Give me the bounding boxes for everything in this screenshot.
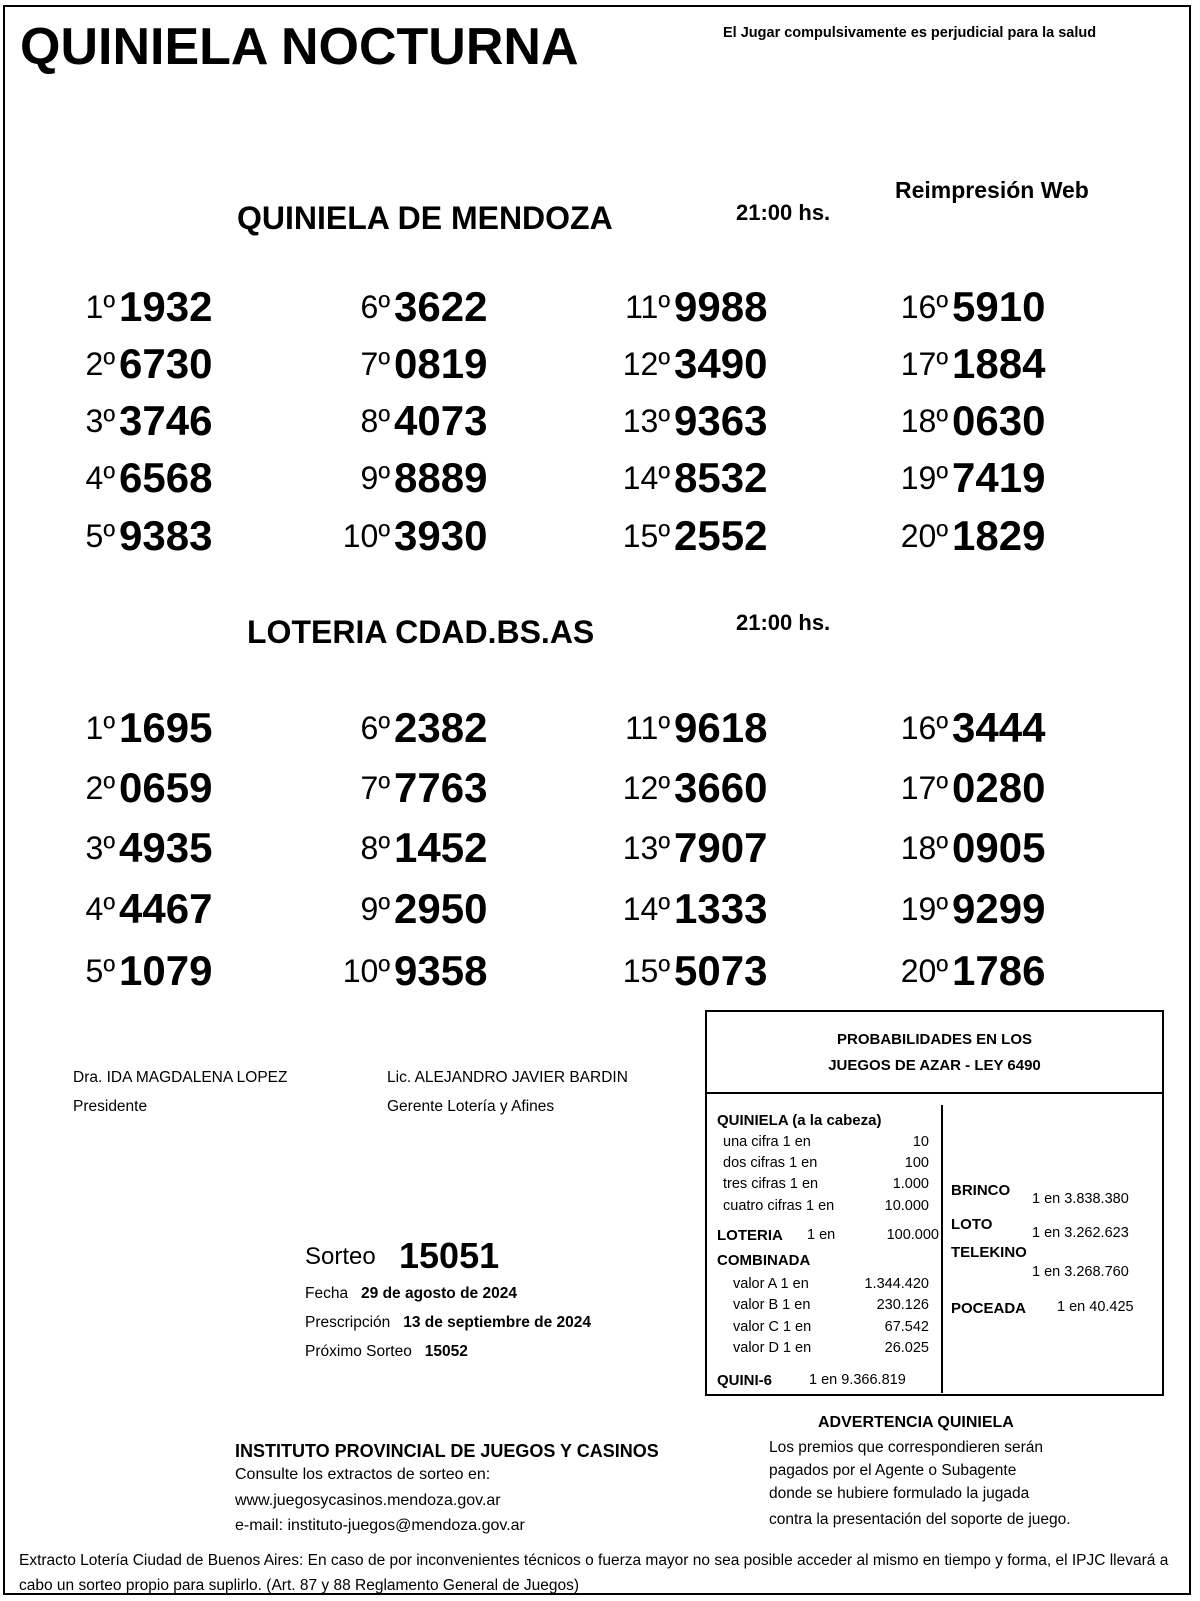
probabilities-heading [707,1012,1162,1094]
sorteo-label: Sorteo [305,1243,376,1270]
result-number: 1333 [674,885,768,932]
result-number: 7419 [952,454,1046,501]
result-item [870,947,1090,997]
poceada-prob-label: POCEADA [951,1300,1027,1317]
result-item [312,283,532,333]
result-number: 9618 [674,704,768,751]
result-position: 18º [900,830,948,866]
result-position: 9º [360,891,390,927]
result-position: 14º [622,460,670,496]
prob-row-value: 10 [912,1134,929,1150]
result-number: 1932 [119,283,213,330]
result-number: 1786 [952,947,1046,994]
proximo-row [305,1343,468,1361]
result-item [312,512,532,562]
result-position: 11º [625,710,670,746]
brinco-prob-value: 1 en 3.838.380 [1032,1191,1129,1207]
result-number: 3660 [674,764,768,811]
result-position: 1º [85,710,115,746]
section-title-loteria: LOTERIA CDAD.BS.AS [247,614,595,650]
result-item [37,512,257,562]
result-number: 0630 [952,397,1046,444]
advertencia-line: Los premios que correspondieren serán [769,1439,1043,1456]
result-number: 3622 [394,283,488,330]
result-position: 12º [622,770,670,806]
result-number: 1884 [952,340,1046,387]
result-number: 2382 [394,704,488,751]
result-number: 6730 [119,340,213,387]
probabilities-box [705,1010,1164,1396]
result-position: 5º [85,518,115,554]
result-position: 15º [622,518,670,554]
result-position: 6º [360,289,390,325]
poceada-prob-value: 1 en 40.425 [1057,1299,1134,1315]
result-item [870,512,1090,562]
prob-row-value: 1.344.420 [864,1276,929,1292]
result-position: 19º [900,891,948,927]
probabilities-heading-line2: JUEGOS DE AZAR - LEY 6490 [828,1057,1041,1074]
institute-title: INSTITUTO PROVINCIAL DE JUEGOS Y CASINOS [235,1441,659,1461]
result-item [37,885,257,935]
result-number: 3490 [674,340,768,387]
result-position: 10º [342,953,390,989]
fecha-row [305,1285,517,1303]
result-position: 9º [360,460,390,496]
result-item [592,704,812,754]
result-number: 5910 [952,283,1046,330]
prob-row-value: 67.542 [884,1319,929,1335]
prob-row-value: 100 [904,1155,929,1171]
result-number: 8532 [674,454,768,501]
result-position: 2º [85,770,115,806]
result-item [37,340,257,390]
signature-right-name: Lic. ALEJANDRO JAVIER BARDIN [387,1069,628,1086]
result-item [37,704,257,754]
sorteo-number: 15051 [399,1235,500,1276]
institute-email[interactable]: e-mail: instituto-juegos@mendoza.gov.ar [235,1517,525,1534]
result-item [592,454,812,504]
loteria-prob-mid: 1 en [807,1227,836,1243]
result-position: 14º [622,891,670,927]
result-item [312,764,532,814]
page-title: QUINIELA NOCTURNA [20,18,579,76]
advertencia-line: donde se hubiere formulado la jugada [769,1485,1030,1502]
result-number: 4073 [394,397,488,444]
result-number: 6568 [119,454,213,501]
result-number: 9363 [674,397,768,444]
result-item [870,397,1090,447]
signature-right-role: Gerente Lotería y Afines [387,1098,555,1115]
section-time-loteria: 21:00 hs. [736,610,831,635]
result-position: 16º [900,289,948,325]
result-number: 2950 [394,885,488,932]
result-position: 8º [360,830,390,866]
prob-row-label: dos cifras 1 en [723,1155,818,1171]
result-item [870,764,1090,814]
loteria-prob-value: 100.000 [886,1227,939,1243]
section-title-mendoza: QUINIELA DE MENDOZA [237,200,613,236]
result-number: 4467 [119,885,213,932]
combinada-prob-title: COMBINADA [717,1252,811,1269]
result-item [592,885,812,935]
probabilities-divider [941,1105,943,1393]
result-item [870,454,1090,504]
result-number: 9358 [394,947,488,994]
result-number: 1829 [952,512,1046,559]
result-number: 1079 [119,947,213,994]
result-position: 18º [900,403,948,439]
institute-website[interactable]: www.juegosycasinos.mendoza.gov.ar [235,1492,501,1509]
fecha-value: 29 de agosto de 2024 [361,1285,517,1302]
result-item [592,397,812,447]
result-item [592,340,812,390]
result-item [592,283,812,333]
result-number: 9988 [674,283,768,330]
signature-left-role: Presidente [73,1098,148,1115]
signature-left-name: Dra. IDA MAGDALENA LOPEZ [73,1069,288,1086]
prob-row-value: 230.126 [876,1297,929,1313]
brinco-prob-label: BRINCO [951,1182,1011,1199]
result-item [37,283,257,333]
result-position: 4º [85,891,115,927]
result-position: 12º [622,346,670,382]
result-item [312,704,532,754]
result-position: 13º [622,830,670,866]
result-item [870,824,1090,874]
result-number: 3930 [394,512,488,559]
result-item [870,704,1090,754]
result-number: 1695 [119,704,213,751]
institute-line1: Consulte los extractos de sorteo en: [235,1466,491,1483]
loto-prob-label: LOTO [951,1216,993,1233]
loto-prob-value: 1 en 3.262.623 [1032,1225,1129,1241]
result-item [870,283,1090,333]
result-item [312,340,532,390]
result-number: 0819 [394,340,488,387]
result-position: 16º [900,710,948,746]
result-number: 8889 [394,454,488,501]
result-number: 0659 [119,764,213,811]
footer-note: Extracto Lotería Ciudad de Buenos Aires: En caso de por inconvenientes técnicos o fuerza mayor no sea posible acceder al mismo en tiempo y forma, el IPJC llevará a cabo un sorteo propio para suplirlo. (Art. 87 y 88 Reglamento General de Juegos) [19,1552,1169,1594]
result-item [312,947,532,997]
prob-row-label: una cifra 1 en [723,1134,811,1150]
result-number: 3746 [119,397,213,444]
result-item [37,824,257,874]
proximo-label: Próximo Sorteo [305,1343,412,1360]
reprint-label: Reimpresión Web [895,177,1089,203]
quini6-prob-label: QUINI-6 [717,1372,773,1389]
result-position: 13º [622,403,670,439]
result-item [312,824,532,874]
result-item [37,947,257,997]
result-item [592,824,812,874]
prob-row-label: valor B 1 en [733,1297,811,1313]
prescripcion-label: Prescripción [305,1314,391,1331]
results-sheet [3,5,1191,1595]
prob-row-label: cuatro cifras 1 en [723,1198,835,1214]
result-position: 20º [900,953,948,989]
result-item [37,454,257,504]
telekino-prob-value: 1 en 3.268.760 [1032,1264,1129,1280]
result-item [37,397,257,447]
result-number: 3444 [952,704,1046,751]
result-position: 6º [360,710,390,746]
result-item [592,512,812,562]
result-position: 7º [360,770,390,806]
result-item [312,454,532,504]
prescripcion-value: 13 de septiembre de 2024 [403,1314,592,1331]
result-position: 15º [622,953,670,989]
result-position: 20º [900,518,948,554]
result-item [312,885,532,935]
result-number: 4935 [119,824,213,871]
prob-row-label: valor D 1 en [733,1340,812,1356]
result-position: 19º [900,460,948,496]
prob-row-value: 10.000 [884,1198,929,1214]
result-item [592,764,812,814]
quiniela-prob-title: QUINIELA (a la cabeza) [717,1112,882,1129]
result-number: 5073 [674,947,768,994]
result-position: 2º [85,346,115,382]
advertencia-line: contra la presentación del soporte de juego. [769,1511,1071,1528]
result-item [870,340,1090,390]
prescripcion-row [305,1314,591,1332]
result-item [592,947,812,997]
result-position: 11º [625,289,670,325]
result-position: 5º [85,953,115,989]
advertencia-line: pagados por el Agente o Subagente [769,1462,1017,1479]
quini6-prob-value: 1 en 9.366.819 [809,1372,906,1388]
result-position: 4º [85,460,115,496]
telekino-prob-label: TELEKINO [951,1244,1027,1261]
result-number: 9299 [952,885,1046,932]
result-item [312,397,532,447]
result-position: 10º [342,518,390,554]
prob-row-label: valor C 1 en [733,1319,812,1335]
result-item [37,764,257,814]
result-number: 0280 [952,764,1046,811]
prob-row-value: 26.025 [884,1340,929,1356]
health-warning: El Jugar compulsivamente es perjudicial para la salud [723,25,1097,41]
result-number: 0905 [952,824,1046,871]
section-time-mendoza: 21:00 hs. [736,200,831,225]
result-number: 1452 [394,824,488,871]
prob-row-value: 1.000 [892,1176,929,1192]
result-position: 17º [900,770,948,806]
prob-row-label: tres cifras 1 en [723,1176,819,1192]
probabilities-heading-line1: PROBABILIDADES EN LOS [836,1031,1032,1048]
result-item [870,885,1090,935]
loteria-prob-label: LOTERIA [717,1227,783,1244]
proximo-value: 15052 [424,1343,468,1360]
result-number: 9383 [119,512,213,559]
result-number: 7907 [674,824,768,871]
result-position: 3º [85,830,115,866]
result-position: 7º [360,346,390,382]
prob-row-label: valor A 1 en [733,1276,809,1292]
result-number: 2552 [674,512,768,559]
result-position: 8º [360,403,390,439]
result-position: 1º [85,289,115,325]
fecha-label: Fecha [305,1285,349,1302]
result-number: 7763 [394,764,488,811]
result-position: 3º [85,403,115,439]
result-position: 17º [900,346,948,382]
advertencia-title: ADVERTENCIA QUINIELA [818,1414,1014,1431]
